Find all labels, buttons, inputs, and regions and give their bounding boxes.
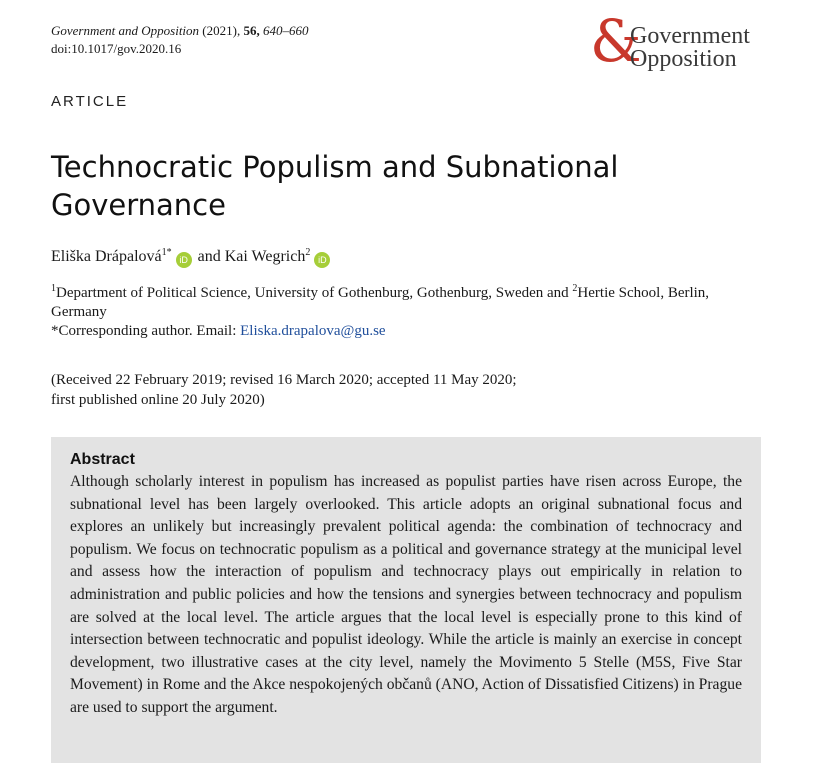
journal-info xyxy=(51,22,308,58)
affiliation-line xyxy=(51,284,761,322)
email-link[interactable]: Eliska.drapalova@gu.se xyxy=(240,323,386,339)
author-1-affil: 1* xyxy=(161,247,172,258)
affil-sup-2: 2 xyxy=(572,283,578,294)
authors-connector: and xyxy=(197,248,221,265)
affiliation-2: Hertie School, Berlin, Germany xyxy=(51,285,710,320)
dates-line-2: first published online 20 July 2020) xyxy=(51,392,265,408)
journal-logo xyxy=(590,7,770,78)
author-2-name: Kai Wegrich xyxy=(224,248,306,265)
abstract-box xyxy=(51,437,761,763)
dates-line-1: (Received 22 February 2019; revised 16 March 2020; accepted 11 May 2020; xyxy=(51,372,517,388)
journal-volume: 56, xyxy=(243,23,260,38)
abstract-text: Although scholarly interest in populism has increased as populist parties have risen across Europe, the subnational level has been largely overlooked. This article adopts an original subnational focus and explores an unlikely but increasingly prevalent political agenda: the combination of technocracy and populism. We focus on technocratic populism as a political and governance strategy at the municipal level and assess how the interaction of populism and technocracy plays out empirically in relation to administration and public policies and how the tensions and synergies between technocracy and populism are solved at the local level. The article argues that the local level is especially prone to this kind of intersection between technocratic and populist ideology. While the article is mainly an exercise in concept development, two illustrative cases at the city level, namely the Movimento 5 Stelle (M5S, Five Star Movement) in Rome and the Akce nespokojených občanů (ANO, Action of Dissatisfied Citizens) in Prague are used to support the argument. xyxy=(70,473,742,716)
logo-word-opposition: Opposition xyxy=(630,46,737,72)
article-type: ARTICLE xyxy=(51,93,129,110)
affil-sup-1: 1 xyxy=(51,283,56,294)
publication-dates xyxy=(51,370,761,410)
author-1-name: Eliška Drápalová xyxy=(51,248,162,265)
author-2-affil: 2 xyxy=(305,247,311,258)
citation-line xyxy=(51,22,308,40)
corresponding-author xyxy=(51,322,761,341)
orcid-icon[interactable]: iD xyxy=(314,252,330,268)
affiliations xyxy=(51,284,761,341)
logo-ampersand: & xyxy=(590,7,642,75)
authors xyxy=(51,245,336,269)
article-title: Technocratic Populism and Subnational Governance xyxy=(51,150,619,222)
corresponding-label: *Corresponding author. Email: xyxy=(51,323,241,339)
journal-name: Government and Opposition xyxy=(51,23,200,38)
doi: doi:10.1017/gov.2020.16 xyxy=(51,41,182,56)
abstract-heading: Abstract xyxy=(70,451,135,468)
affiliation-1: Department of Political Science, University of Gothenburg, Gothenburg, Sweden and xyxy=(56,285,573,301)
logo-word-government: Government xyxy=(630,23,750,49)
journal-pages: 640–660 xyxy=(262,23,309,38)
journal-year: (2021), xyxy=(202,23,241,38)
orcid-icon[interactable]: iD xyxy=(176,252,192,268)
